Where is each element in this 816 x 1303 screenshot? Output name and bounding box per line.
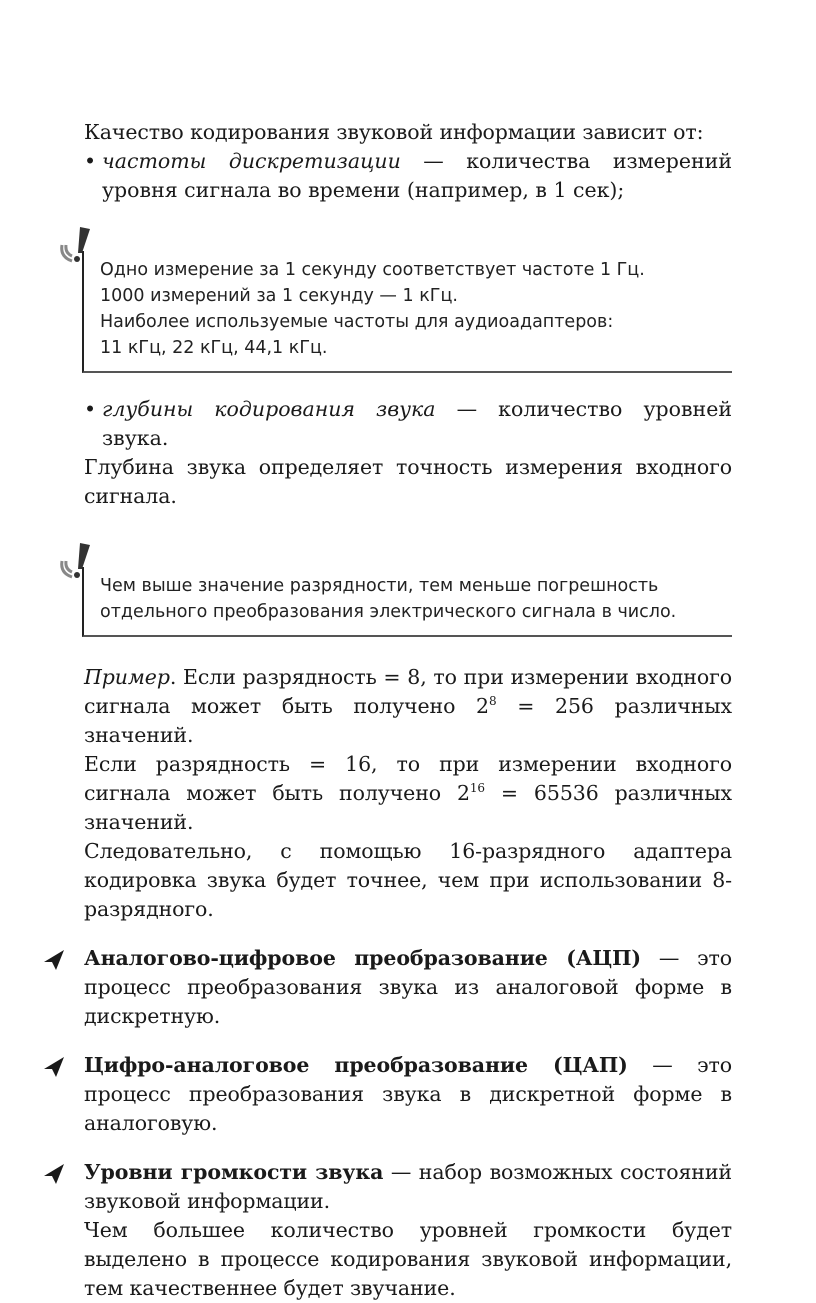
bullet-sampling-rate [84,147,732,205]
note-frequency [82,251,732,373]
note-bit-depth-line2: отдельного преобразования электрического сигнала в число. [100,602,677,622]
note-bit-depth [82,567,732,637]
definition-dac: Цифро-аналоговое преобразование (ЦАП) — это процесс преобразования звука в дискретной форме в аналоговую. [84,1051,732,1138]
intro-text: Качество кодирования звуковой информации зависит от: [84,120,704,144]
term-bit-depth: глубины кодирования звука [102,397,436,421]
note-frequency-line2: 1000 измерений за 1 секунду — 1 кГц. [100,286,458,306]
definition-volume-levels: Уровни громкости звука — набор возможных состояний звуковой информации. Чем большее количество уровней громкости будет выделено в процессе кодирования звуковой информации, тем качественнее будет звучание. [84,1158,732,1303]
example-paragraph-2: Если разрядность = 16, то при измерении входного сигнала может быть получено $2^{16} = 65536$ различных значений. [84,752,732,834]
note-frequency-line1: Одно измерение за 1 секунду соответствует частоте 1 Гц. [100,260,645,280]
example-paragraph-1: Пример. Если разрядность = 8, то при измерении входного сигнала может быть получено $2^8 = 256$ различных значений. [84,665,732,747]
term-volume-levels: Уровни громкости звука [84,1160,384,1184]
definition-adc: Аналогово-цифровое преобразование (АЦП) — это процесс преобразования звука из аналоговой форме в дискретную. [84,944,732,1031]
bullet-sampling-rate-text: — количества измерений уровня сигнала во времени (например, в 1 сек); [102,149,732,202]
note-frequency-line3: Наиболее используемые частоты для аудиоадаптеров: [100,312,614,332]
term-dac: Цифро-аналоговое преобразование (ЦАП) [84,1053,628,1077]
attention-exclamation-icon [54,539,100,585]
page-content [84,118,732,1303]
depth-paragraph: Глубина звука определяет точность измерения входного сигнала. [84,455,732,508]
term-adc: Аналогово-цифровое преобразование (АЦП) [84,946,641,970]
arrow-pointer-icon [42,1055,66,1079]
volume-levels-paragraph: Чем большее количество уровней громкости будет выделено в процессе кодирования звуковой информации, тем качественнее будет звучание. [84,1218,732,1300]
attention-exclamation-icon [54,223,100,269]
arrow-pointer-icon [42,1162,66,1186]
example-conclusion: Следовательно, с помощью 16-разрядного адаптера кодировка звука будет точнее, чем при использовании 8-разрядного. [84,839,732,921]
note-bit-depth-line1: Чем выше значение разрядности, тем меньше погрешность [100,576,659,596]
arrow-pointer-icon [42,948,66,972]
example-label: Пример [84,665,170,689]
bullet-bit-depth-text: — количество уровней звука. [102,397,732,450]
bullet-bit-depth [84,395,732,453]
term-sampling-rate: частоты дискретизации [102,149,401,173]
note-frequency-line4: 11 кГц, 22 кГц, 44,1 кГц. [100,338,328,358]
